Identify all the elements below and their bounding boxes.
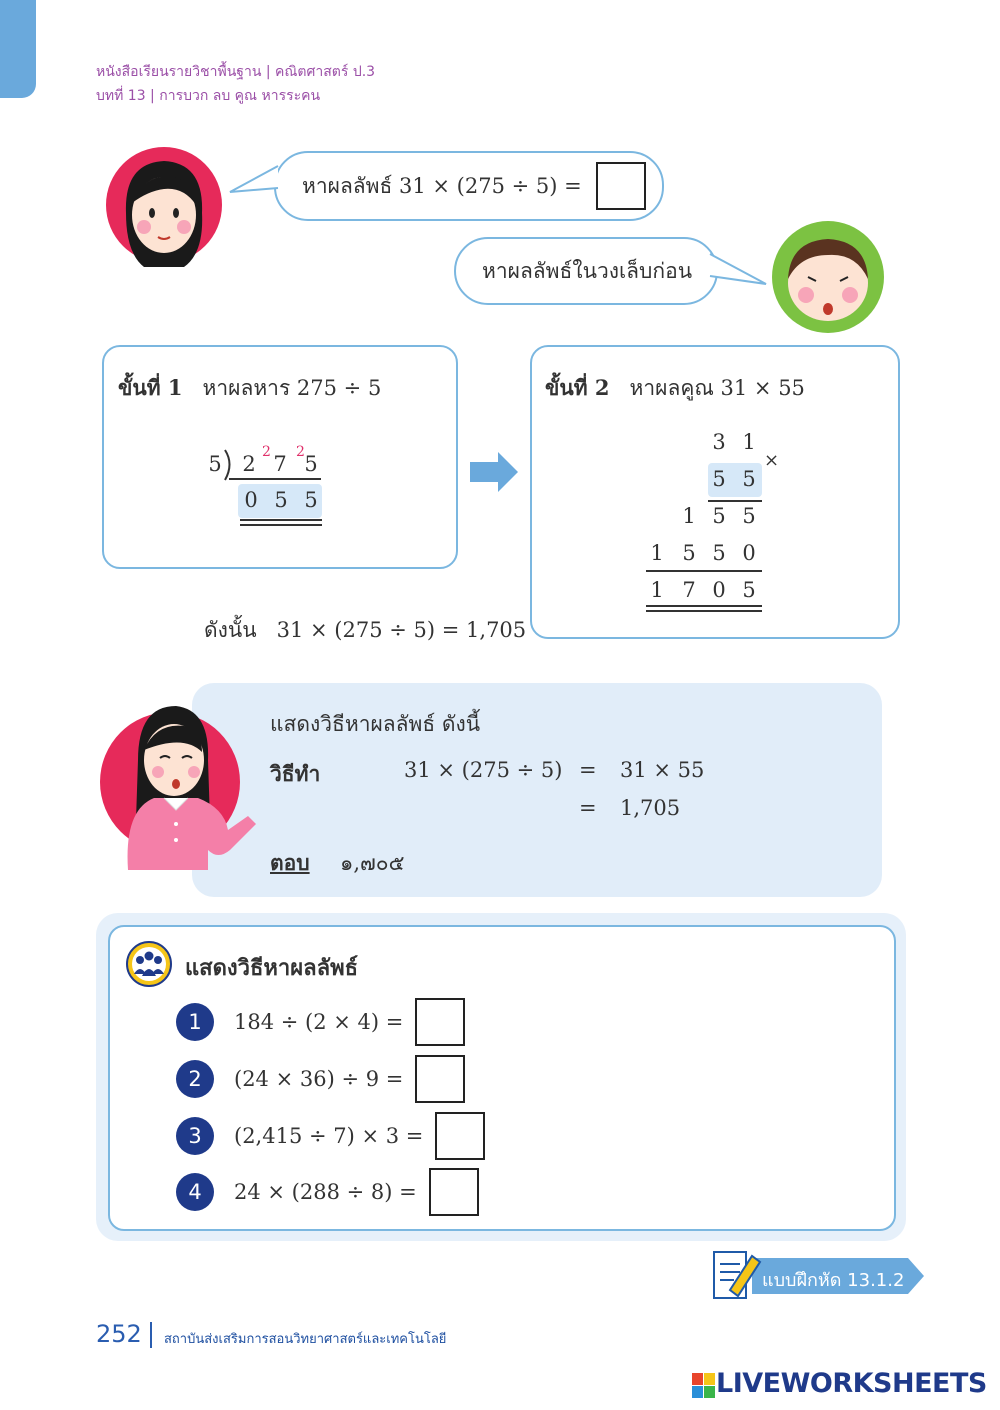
- mult-line: [646, 570, 762, 572]
- step2-desc: หาผลคูณ 31 × 55: [629, 376, 805, 400]
- divisor: 5: [208, 452, 222, 476]
- mult-digit: 5: [712, 541, 726, 565]
- step1-title: [118, 372, 381, 405]
- mult-digit: 1: [682, 504, 696, 528]
- quotient-digit: 5: [304, 488, 318, 512]
- method-title: แสดงวิธีหาผลลัพธ์ ดังนี้: [270, 712, 481, 736]
- method-equals: =: [579, 758, 597, 782]
- question-expression: (24 × 36) ÷ 9 =: [234, 1067, 404, 1091]
- double-underline: [240, 524, 322, 526]
- answer-box[interactable]: [596, 162, 646, 210]
- mult-digit: 7: [682, 578, 696, 602]
- mult-digit: 5: [712, 467, 726, 491]
- mult-digit: 1: [650, 541, 664, 565]
- method-label: วิธีทำ: [270, 761, 321, 786]
- bubble-hint-text: หาผลลัพธ์ในวงเล็บก่อน: [482, 258, 693, 283]
- mult-digit: 1: [742, 430, 756, 454]
- conclusion-equation: 31 × (275 ÷ 5) = 1,705: [276, 618, 527, 642]
- practice-title: แสดงวิธีหาผลลัพธ์: [185, 955, 359, 981]
- step1-desc: หาผลหาร 275 ÷ 5: [202, 376, 382, 400]
- question-expression: 184 ÷ (2 × 4) =: [234, 1010, 404, 1034]
- step2-title: [545, 372, 805, 405]
- arrow-right-icon: [468, 450, 520, 494]
- header-book-title: หนังสือเรียนรายวิชาพื้นฐาน | คณิตศาสตร์ ป.3: [96, 64, 376, 80]
- step2-label: ขั้นที่ 2: [545, 375, 610, 400]
- conclusion: [204, 614, 526, 647]
- double-underline: [240, 519, 322, 521]
- liveworksheets-logo-icon: [692, 1373, 716, 1399]
- question-number-badge: 3: [176, 1117, 214, 1155]
- question-number-badge: 4: [176, 1173, 214, 1211]
- header-chapter-title: บทที่ 13 | การบวก ลบ คูณ หารระคน: [96, 88, 321, 104]
- practice-question: [176, 1168, 479, 1216]
- mult-digit: 5: [682, 541, 696, 565]
- mult-digit: 0: [742, 541, 756, 565]
- exercise-link-label: แบบฝึกหัด 13.1.2: [762, 1270, 905, 1291]
- dividend-digit: 5: [304, 452, 318, 476]
- answer-label: ตอบ: [270, 850, 310, 875]
- question-expression: 24 × (288 ÷ 8) =: [234, 1180, 417, 1204]
- method-lhs: 31 × (275 ÷ 5): [404, 758, 563, 782]
- answer-value: ๑,๗๐๕: [340, 851, 405, 875]
- dividend-digit: 2: [242, 452, 256, 476]
- quotient-digit: 0: [244, 488, 258, 512]
- conclusion-prefix: ดังนั้น: [204, 618, 257, 642]
- footer-divider: [150, 1322, 152, 1348]
- division-line: [229, 478, 321, 480]
- bubble-tail: [228, 164, 280, 196]
- answer-box[interactable]: [429, 1168, 479, 1216]
- carry-mark: 2: [296, 444, 305, 460]
- method-rhs-2: 1,705: [620, 796, 681, 820]
- mult-digit: 3: [712, 430, 726, 454]
- question-number-badge: 1: [176, 1003, 214, 1041]
- mult-digit: 1: [650, 578, 664, 602]
- mult-digit: 5: [742, 578, 756, 602]
- quotient-digit: 5: [274, 488, 288, 512]
- page-corner-tab: [0, 0, 36, 98]
- question-number-badge: 2: [176, 1060, 214, 1098]
- double-underline: [646, 610, 762, 612]
- teacher-illustration: [98, 700, 268, 872]
- boy-avatar: [766, 219, 890, 337]
- practice-question: [176, 998, 465, 1046]
- answer-box[interactable]: [415, 1055, 465, 1103]
- speech-bubble-hint: [454, 237, 718, 305]
- dividend-digit: 7: [273, 452, 287, 476]
- group-icon: [124, 940, 174, 988]
- mult-digit: 0: [712, 578, 726, 602]
- page-number: 252: [96, 1320, 142, 1348]
- answer-box[interactable]: [415, 998, 465, 1046]
- mult-digit: 5: [742, 467, 756, 491]
- bubble-tail: [708, 250, 770, 290]
- method-equals: =: [579, 796, 597, 820]
- girl-avatar: [104, 143, 228, 269]
- practice-question: [176, 1112, 485, 1160]
- multiply-sign: ×: [764, 450, 780, 471]
- double-underline: [646, 605, 762, 607]
- bubble-question-text: หาผลลัพธ์ 31 × (275 ÷ 5) =: [302, 173, 582, 198]
- speech-bubble-question: [274, 151, 664, 221]
- watermark-text: LIVEWORKSHEETS: [716, 1368, 987, 1399]
- mult-line: [708, 500, 762, 502]
- practice-question: [176, 1055, 465, 1103]
- method-rhs-1: 31 × 55: [620, 758, 705, 782]
- mult-digit: 5: [742, 504, 756, 528]
- footer-institution: สถาบันส่งเสริมการสอนวิทยาศาสตร์และเทคโนโลยี: [164, 1332, 447, 1347]
- mult-digit: 5: [712, 504, 726, 528]
- step1-label: ขั้นที่ 1: [118, 375, 183, 400]
- answer-box[interactable]: [435, 1112, 485, 1160]
- question-expression: (2,415 ÷ 7) × 3 =: [234, 1124, 424, 1148]
- carry-mark: 2: [262, 444, 271, 460]
